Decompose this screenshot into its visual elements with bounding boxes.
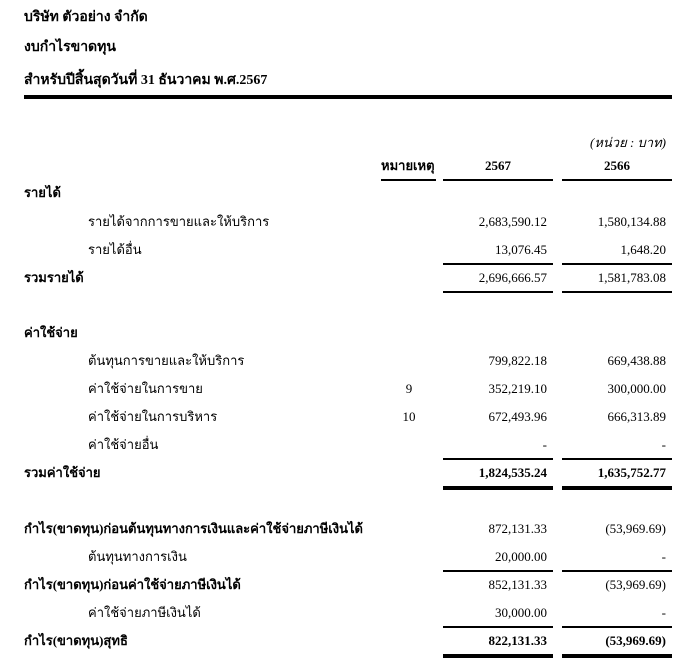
value-2567: 872,131.33 (488, 521, 547, 536)
value-2566: - (661, 605, 666, 620)
row-label: รวมค่าใช้จ่าย (24, 465, 101, 480)
row-label: กำไร(ขาดทุน)สุทธิ (24, 633, 128, 648)
row-label: รายได้อื่น (88, 242, 142, 257)
value-2567: 2,683,590.12 (478, 214, 547, 229)
value-2567: 822,131.33 (488, 633, 547, 648)
rule (562, 263, 672, 265)
rule (443, 291, 553, 293)
rule (381, 179, 436, 181)
section-revenue: รายได้ (24, 185, 61, 200)
rule (562, 654, 672, 658)
rule (443, 263, 553, 265)
note-header: หมายเหตุ (381, 158, 435, 173)
row-label: รวมรายได้ (24, 270, 84, 285)
statement-title: งบกำไรขาดทุน (24, 40, 116, 55)
value-2567: 30,000.00 (495, 605, 547, 620)
value-2567: 799,822.18 (488, 353, 547, 368)
value-2567: 13,076.45 (495, 242, 547, 257)
year-2567-header: 2567 (485, 158, 511, 173)
value-2566: 666,313.89 (607, 409, 666, 424)
value-2567: 352,219.10 (488, 381, 547, 396)
row-label: ค่าใช้จ่ายในการบริหาร (88, 409, 218, 424)
value-2566: 1,580,134.88 (597, 214, 666, 229)
value-2566: (53,969.69) (605, 633, 666, 648)
row-label: ต้นทุนการขายและให้บริการ (88, 353, 245, 368)
rule (443, 458, 553, 460)
year-2566-header: 2566 (604, 158, 630, 173)
value-2566: 1,648.20 (620, 242, 666, 257)
value-2567: 672,493.96 (488, 409, 547, 424)
rule (443, 486, 553, 490)
rule (443, 179, 553, 181)
value-2567: 1,824,535.24 (478, 465, 547, 480)
rule (562, 570, 672, 572)
value-2566: - (661, 549, 666, 564)
rule (443, 570, 553, 572)
rule (562, 291, 672, 293)
rule (562, 179, 672, 181)
value-2567: - (542, 437, 547, 452)
section-expenses: ค่าใช้จ่าย (24, 325, 78, 340)
row-label: กำไร(ขาดทุน)ก่อนค่าใช้จ่ายภาษีเงินได้ (24, 577, 241, 592)
row-label: ค่าใช้จ่ายภาษีเงินได้ (88, 605, 201, 620)
note-ref: 10 (402, 409, 416, 424)
row-label: ค่าใช้จ่ายในการขาย (88, 381, 203, 396)
rule (562, 486, 672, 490)
rule (562, 626, 672, 628)
row-label: รายได้จากการขายและให้บริการ (88, 214, 270, 229)
unit-label: (หน่วย : บาท) (590, 135, 666, 150)
value-2566: (53,969.69) (605, 577, 666, 592)
value-2566: 300,000.00 (607, 381, 666, 396)
rule (562, 458, 672, 460)
note-ref: 9 (405, 381, 413, 396)
rule (443, 626, 553, 628)
value-2566: 1,581,783.08 (597, 270, 666, 285)
value-2566: 1,635,752.77 (597, 465, 666, 480)
value-2566: 669,438.88 (607, 353, 666, 368)
statement-period: สำหรับปีสิ้นสุดวันที่ 31 ธันวาคม พ.ศ.2567 (24, 73, 268, 88)
value-2567: 2,696,666.57 (478, 270, 547, 285)
value-2567: 852,131.33 (488, 577, 547, 592)
row-label: ต้นทุนทางการเงิน (88, 549, 187, 564)
value-2566: - (661, 437, 666, 452)
row-label: ค่าใช้จ่ายอื่น (88, 437, 159, 452)
company-name: บริษัท ตัวอย่าง จำกัด (24, 10, 148, 25)
row-label: กำไร(ขาดทุน)ก่อนต้นทุนทางการเงินและค่าใช้จ่ายภาษีเงินได้ (24, 521, 363, 536)
rule (443, 654, 553, 658)
header-rule (24, 95, 672, 99)
value-2567: 20,000.00 (495, 549, 547, 564)
value-2566: (53,969.69) (605, 521, 666, 536)
